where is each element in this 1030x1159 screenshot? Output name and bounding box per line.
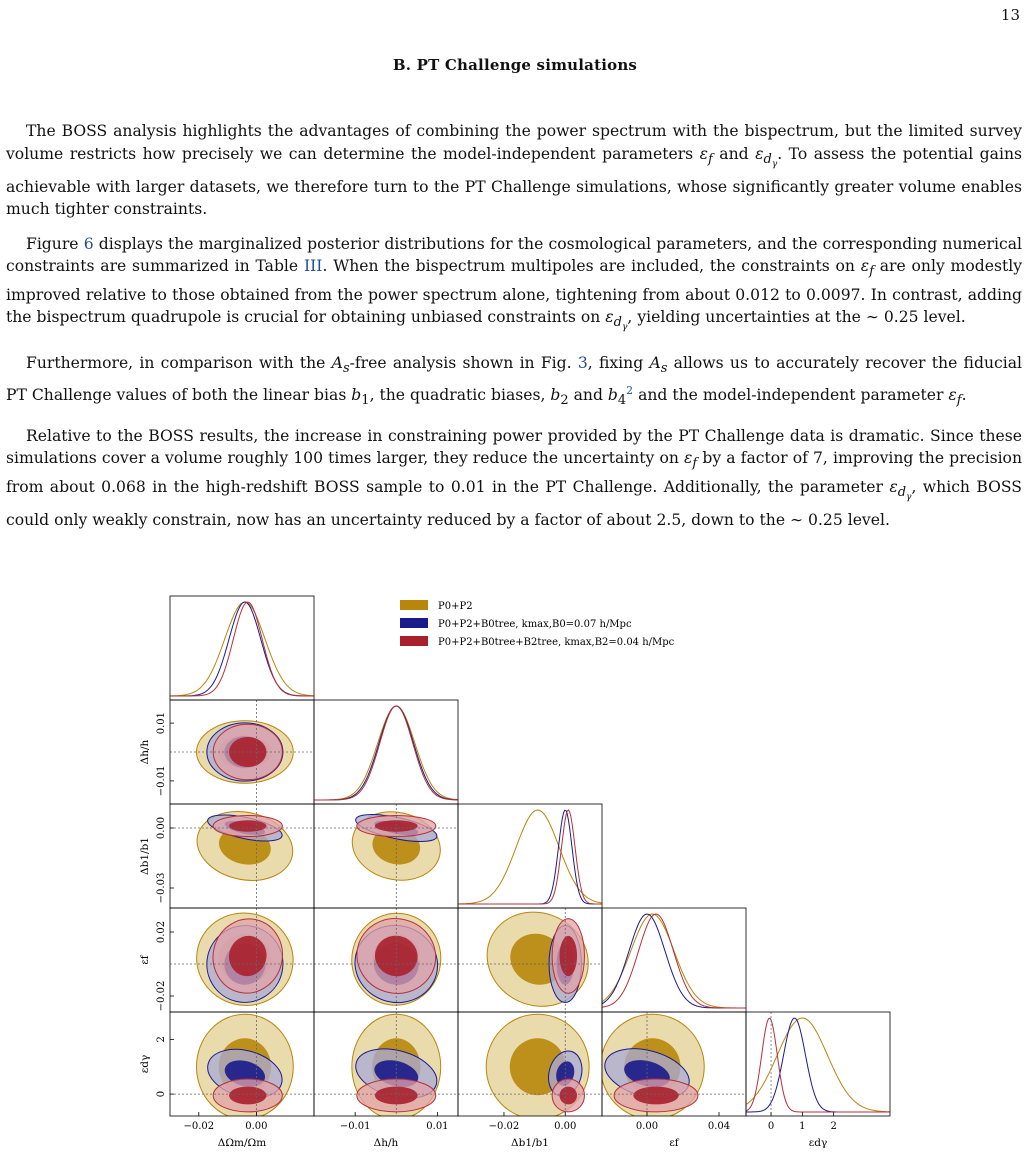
math-symbol: $b_2$ [550, 386, 569, 409]
legend-label: P0+P2+B0tree+B2tree, kmax,B2=0.04 h/Mpc [438, 637, 675, 648]
corner-plot-figure [0, 588, 1030, 1159]
panel-4-3 [599, 1012, 746, 1119]
x-tick-label: 2 [830, 1121, 837, 1132]
panel-frame [170, 596, 314, 700]
legend-swatch [400, 618, 428, 628]
paragraph-text: The BOSS analysis highlights the advantages of combining the power spectrum with the bispectrum, but the limited survey volume restricts how precisely we can determine the model-independent parameters [6, 122, 1022, 163]
legend-label: P0+P2+B0tree, kmax,B0=0.07 h/Mpc [438, 619, 632, 630]
x-tick-label: 0 [767, 1121, 775, 1132]
posterior-curve [746, 1018, 890, 1112]
contour-inner [560, 1087, 578, 1105]
paragraph-text: , which BOSS could only weakly constrain, now has an uncertainty reduced by a factor of about 2.5, down to the ∼ 0.25 level. [6, 478, 1022, 530]
y-tick-label: 0.02 [156, 920, 167, 944]
y-tick-label: 0.01 [156, 711, 167, 735]
panel-frame [602, 908, 746, 1012]
panel-3-3 [602, 908, 746, 1012]
paragraph-text: by a factor of 7, improving the precision from about 0.068 in the high-redshift BOSS sample to 0.01 in the PT Challenge. Additionally, the parameter [6, 449, 1022, 497]
x-axis-label: Δh/h [373, 1137, 399, 1149]
paragraph-text: are only modestly improved relative to those obtained from the power spectrum alone, tightening from about 0.012 to 0.0097. In contrast, adding the bispectrum quadrupole is crucial for obtaining unbiased constraints on [6, 257, 1023, 327]
panel-1-0 [170, 700, 314, 804]
posterior-curve [746, 1018, 890, 1112]
y-tick-label: −0.02 [156, 980, 167, 1012]
y-axis-label: Δh/h [139, 739, 151, 765]
panel-2-1 [314, 804, 458, 908]
paragraph-text: -free analysis shown in Fig. [349, 353, 578, 372]
posterior-curve [170, 602, 314, 696]
panel-frame [746, 1012, 890, 1116]
paragraph-3 [6, 352, 1022, 413]
paragraph-text: Furthermore, in comparison with the [26, 353, 332, 372]
paragraph-text: allows us to accurately recover the fiducial PT Challenge values of both the linear bias [6, 353, 1022, 405]
paragraph-text: and the model-independent parameter [633, 386, 949, 405]
panel-frame [458, 804, 602, 908]
paragraph-text: . [961, 386, 967, 405]
x-axis-label: εf [669, 1137, 679, 1149]
math-symbol: $b_1$ [351, 386, 370, 409]
math-symbol: $\varepsilon_{d_\gamma}$ [889, 478, 912, 503]
math-symbol: $b_4$ [607, 386, 627, 409]
posterior-curve [458, 810, 602, 904]
section-title: B. PT Challenge simulations [392, 56, 638, 74]
math-symbol: $\varepsilon_f$ [948, 386, 962, 409]
math-symbol: $A_s$ [649, 353, 668, 376]
contour-inner [229, 820, 266, 831]
paragraph-text: and [568, 386, 608, 405]
panel-frame [314, 700, 458, 804]
math-symbol: $\varepsilon_{d_\gamma}$ [605, 308, 628, 334]
math-symbol: $\varepsilon_f$ [860, 257, 874, 280]
posterior-curve [746, 1018, 890, 1112]
paragraph-text: , the quadratic biases, [369, 386, 551, 405]
posterior-curve [314, 706, 458, 800]
y-tick-label: 2 [156, 1036, 167, 1043]
contour-inner [229, 1087, 266, 1105]
paragraph-text: displays the marginalized posterior distributions for the cosmological parameters, and the corresponding numerical constraints are summarized in Table [6, 234, 1022, 276]
math-symbol: $\varepsilon_f$ [699, 144, 713, 167]
panel-1-1 [314, 700, 458, 804]
paragraph-text: . When the bispectrum multipoles are included, the constraints on [322, 257, 861, 276]
legend-swatch [400, 636, 428, 646]
panel-0-0 [170, 596, 314, 700]
paragraph-4 [6, 425, 1022, 532]
y-tick-label: 0 [156, 1090, 167, 1098]
legend-swatch [400, 600, 428, 610]
panel-4-0 [170, 1012, 314, 1119]
x-tick-label: 0.00 [245, 1121, 268, 1132]
x-tick-label: −0.02 [488, 1121, 520, 1132]
page-number: 13 [1000, 6, 1020, 24]
panel-4-2 [458, 1012, 602, 1119]
posterior-curve [170, 602, 314, 696]
x-axis-label: ΔΩm/Ωm [217, 1137, 267, 1149]
panel-3-2 [458, 896, 604, 1023]
reference-link[interactable]: III [303, 257, 323, 276]
math-symbol: $\varepsilon_{d_\gamma}$ [755, 144, 778, 170]
x-tick-label: 0.01 [426, 1121, 449, 1132]
reference-link[interactable]: 6 [83, 234, 94, 253]
paragraph-text: , fixing [587, 353, 650, 372]
panel-3-1 [314, 904, 458, 1015]
y-axis-label: εf [139, 955, 151, 965]
paragraph-2 [6, 233, 1022, 340]
posterior-curve [602, 914, 746, 1008]
math-symbol: $A_s$ [331, 353, 350, 376]
x-tick-label: 1 [799, 1121, 806, 1132]
panel-4-1 [314, 1012, 458, 1119]
y-tick-label: −0.03 [156, 872, 167, 904]
x-tick-label: 0.00 [554, 1121, 577, 1132]
panel-2-0 [170, 803, 314, 908]
x-tick-label: 0.04 [707, 1121, 731, 1132]
x-axis-label: εdγ [808, 1137, 828, 1149]
paragraph-text: and [712, 144, 756, 163]
paragraph-text: Figure [26, 234, 84, 253]
y-axis-label: εdγ [139, 1054, 151, 1074]
posterior-curve [170, 602, 314, 696]
y-axis-label: Δb1/b1 [139, 837, 151, 875]
body-text [6, 120, 1022, 544]
paragraph-text: . To assess the potential gains achievable with larger datasets, we therefore turn to the PT Challenge simulations, whose significantly greater volume enables much tighter constraints. [6, 144, 1022, 219]
posterior-curve [602, 914, 746, 1008]
posterior-curve [458, 810, 602, 904]
y-tick-label: 0.00 [156, 816, 167, 840]
x-tick-label: 0.00 [635, 1121, 659, 1132]
paragraph-1 [6, 120, 1022, 221]
contour-inner [633, 1087, 678, 1105]
x-tick-label: −0.02 [183, 1121, 215, 1132]
panel-3-0 [170, 903, 314, 1016]
paragraph-text: , yielding uncertainties at the ∼ 0.25 level. [627, 308, 966, 327]
panel-4-4 [746, 1012, 890, 1116]
paragraph-text: Relative to the BOSS results, the increase in constraining power provided by the PT Challenge data is dramatic. Since these simulations cover a volume roughly 100 times larger, they reduce the uncertainty on [6, 426, 1022, 468]
posterior-curve [458, 810, 602, 904]
panel-2-2 [458, 804, 602, 908]
y-tick-label: −0.01 [156, 765, 167, 797]
posterior-curve [602, 914, 746, 1008]
contour-inner [560, 936, 578, 976]
math-symbol: $\varepsilon_f$ [684, 449, 698, 472]
legend-label: P0+P2 [438, 601, 473, 612]
x-axis-label: Δb1/b1 [511, 1137, 549, 1149]
x-tick-label: −0.01 [339, 1121, 371, 1132]
reference-link[interactable]: 2 [626, 384, 634, 398]
reference-link[interactable]: 3 [577, 353, 588, 372]
